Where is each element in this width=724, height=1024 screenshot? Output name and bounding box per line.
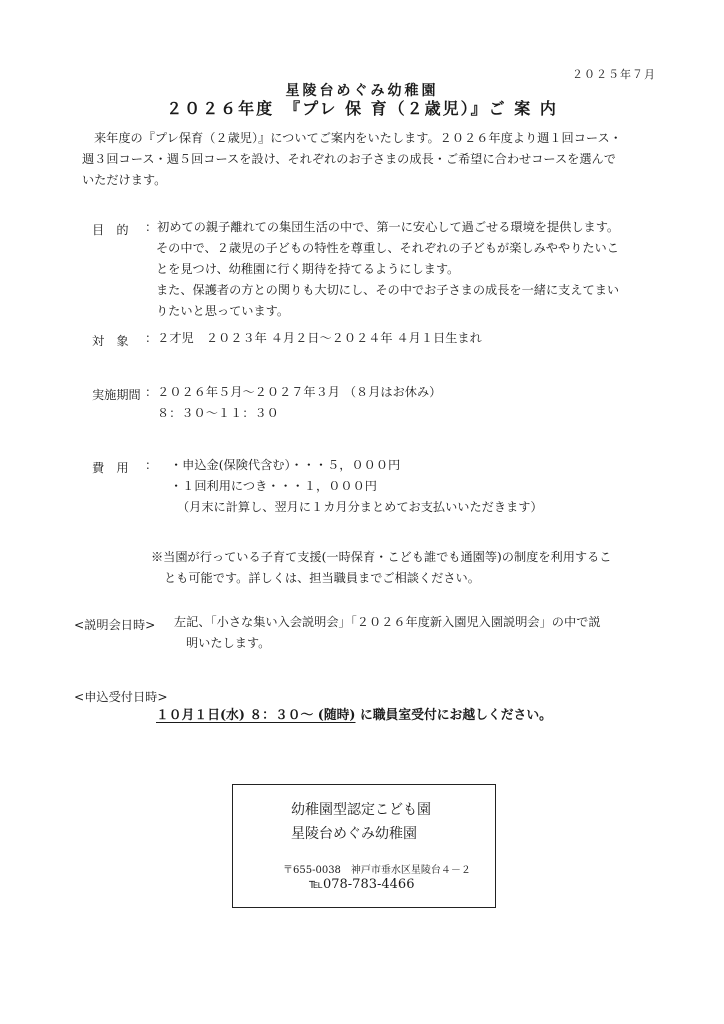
application-datetime: １０月１日(水) ８：３０～ (随時) [156, 708, 356, 723]
application-instruction: に職員室受付にお越しください。 [355, 708, 552, 723]
fees-application-fee: ・申込金(保険代含む）・・・５，０００円 [170, 458, 401, 472]
application-line [156, 705, 552, 726]
briefing-line-1: 左記、「小さな集い入会説明会」「２０２６年度新入園児入園説明会」の中で説 [174, 615, 601, 629]
application-label: <申込受付日時> [74, 690, 168, 704]
period-dates: ：２０２６年５月～２０２７年３月 （８月はお休み） [145, 385, 442, 399]
briefing-label: <説明会日時> [74, 618, 156, 632]
purpose-line-2: その中で、２歳児の子どもの特性を尊重し、それぞれの子どもが楽しみややりたいこ [156, 241, 619, 255]
school-name-heading: 星陵台めぐみ幼稚園 [285, 83, 439, 99]
purpose-line-4: また、保護者の方との関りも大切にし、その中でお子さまの成長を一緒に支えてまい [156, 283, 620, 297]
contact-phone: ℡078-783-4466 [309, 877, 415, 892]
target-label: 対 象 [92, 334, 129, 348]
intro-line-2: 週３回コース・週５回コースを設け、それぞれのお子さまの成長・ご希望に合わせコースを選んで [82, 152, 616, 166]
period-label: 実施期間 [92, 388, 141, 402]
contact-box [232, 784, 496, 908]
fees-colon: ： [145, 458, 158, 472]
document-date: ２０２５年７月 [572, 68, 656, 81]
contact-school-type: 幼稚園型認定こども園 [291, 802, 431, 818]
briefing-line-2: 明いたします。 [186, 636, 271, 650]
support-note-line-1: ※当園が行っている子育て支援(一時保育・こども誰でも通園等)の制度を利用するこ [151, 550, 612, 564]
purpose-label: 目 的 [92, 223, 129, 237]
document-title: ２０２６年度 『プレ 保 育（２歳児）』ご 案 内 [166, 99, 558, 118]
contact-school-name: 星陵台めぐみ幼稚園 [291, 826, 417, 842]
support-note-line-2: とも可能です。詳しくは、担当職員までご相談ください。 [164, 571, 480, 585]
target-text: ：２才児 ２０２３年 ４月２日～２０２４年 ４月１日生まれ [145, 331, 482, 345]
fees-payment-note: （月末に計算し、翌月に１カ月分まとめてお支払いいただきます） [177, 500, 543, 514]
fees-per-use: ・１回利用につき・・・１，０００円 [170, 479, 377, 493]
purpose-line-3: とを見つけ、幼稚園に行く期待を持てるようにします。 [156, 262, 460, 276]
contact-address: 〒655-0038 神戸市垂水区星陵台４－２ [283, 865, 471, 876]
fees-label: 費 用 [92, 461, 129, 475]
intro-line-3: いただけます。 [82, 173, 167, 187]
period-hours: ８：３０～１１：３０ [157, 406, 279, 420]
purpose-line-5: りたいと思っています。 [156, 304, 290, 318]
intro-line-1: 来年度の『プレ保育（２歳児）』についてご案内をいたします。２０２６年度より週１回コース・ [94, 131, 622, 145]
purpose-line-1: ：初めての親子離れての集団生活の中で、第一に安心して過ごせる環境を提供します。 [145, 220, 620, 234]
